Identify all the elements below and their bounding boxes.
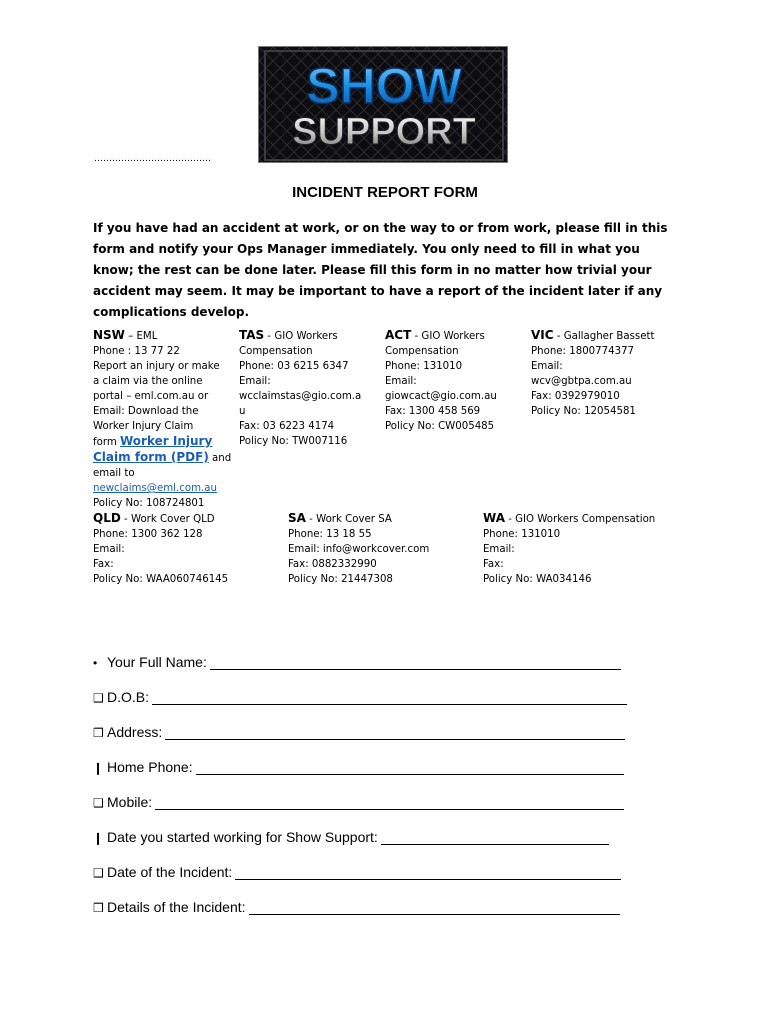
checkbox-icon: ❒ (93, 726, 104, 740)
contact-line: Email: (239, 376, 271, 387)
contact-line: Phone: 131010 (483, 529, 561, 540)
start-date-field[interactable] (93, 829, 609, 845)
checkbox-icon: ❑ (93, 866, 104, 880)
provider-name: - GIO Workers (264, 331, 338, 342)
page-title: INCIDENT REPORT FORM (292, 184, 478, 201)
full-name-field[interactable] (93, 654, 621, 670)
checkbox-icon: ❑ (93, 796, 104, 810)
logo-line1: SHOW (306, 58, 462, 114)
contact-line: Policy No: CW005485 (385, 421, 495, 432)
state-name: SA (288, 511, 306, 525)
contact-line: a claim via the online (93, 376, 203, 387)
field-label: Mobile: (107, 794, 153, 810)
field-label: Home Phone: (107, 759, 193, 775)
contact-act (385, 328, 525, 434)
state-name: TAS (239, 328, 265, 342)
incident-details-line[interactable] (249, 902, 620, 915)
contact-line: Fax: (93, 559, 114, 570)
contact-line: u (239, 406, 246, 417)
worker-injury-link[interactable]: Worker Injury (120, 434, 213, 448)
incident-date-field[interactable] (93, 864, 621, 880)
policy-number: Policy No: 108724801 (93, 498, 205, 509)
full-name-line[interactable] (210, 657, 621, 670)
contact-nsw (93, 328, 233, 511)
contact-line: Fax: (483, 559, 504, 570)
contact-line: wcv@gbtpa.com.au (531, 376, 632, 387)
mobile-line[interactable] (155, 797, 624, 810)
contact-wa (483, 511, 683, 587)
bullet-icon: • (93, 656, 98, 670)
state-name: VIC (531, 328, 554, 342)
contact-line: Email: (483, 544, 515, 555)
contact-qld (93, 511, 283, 587)
provider-name: - Work Cover QLD (120, 514, 215, 525)
contact-line: Report an injury or make (93, 361, 220, 372)
contact-line: Policy No: WAA060746145 (93, 574, 229, 585)
dotted-line: ………………………………… (94, 154, 211, 164)
contact-line: Fax: 1300 458 569 (385, 406, 481, 417)
contact-line: Policy No: 21447308 (288, 574, 393, 585)
provider-name: - Work Cover SA (305, 514, 392, 525)
contact-line: Fax: 0882332990 (288, 559, 377, 570)
contact-line: portal – eml.com.au or (93, 391, 209, 402)
start-date-line[interactable] (381, 832, 609, 845)
home-phone-field[interactable] (93, 759, 624, 775)
mobile-field[interactable] (93, 794, 624, 810)
bar-icon: ❙ (93, 761, 104, 775)
state-name: QLD (93, 511, 121, 525)
field-label: Your Full Name: (107, 654, 207, 670)
contact-line: Phone: 1300 362 128 (93, 529, 203, 540)
contact-line: Policy No: WA034146 (483, 574, 592, 585)
contact-line: Phone : 13 77 22 (93, 346, 180, 357)
field-label: Details of the Incident: (107, 899, 246, 915)
state-name: WA (483, 511, 505, 525)
contact-line: wcclaimstas@gio.com.a (239, 391, 362, 402)
contact-line: Phone: 131010 (385, 361, 463, 372)
provider-name: - GIO Workers Compensation (504, 514, 656, 525)
contact-sa (288, 511, 478, 587)
contact-line: Compensation (385, 346, 459, 357)
contact-line: Phone: 1800774377 (531, 346, 635, 357)
logo-line2: SUPPORT (292, 111, 476, 153)
contact-line: Email: info@workcover.com (288, 544, 430, 555)
state-name: NSW (93, 328, 125, 342)
address-field[interactable] (93, 724, 625, 740)
contact-line: Email: (93, 544, 125, 555)
contact-line: Fax: 03 6223 4174 (239, 421, 335, 432)
contact-line: Email: (385, 376, 417, 387)
contact-line: Policy No: TW007116 (239, 436, 348, 447)
incident-date-line[interactable] (235, 867, 621, 880)
address-line[interactable] (165, 727, 625, 740)
contact-line: Email: Download the (93, 406, 199, 417)
provider-name: - GIO Workers (411, 331, 485, 342)
checkbox-icon: ❒ (93, 901, 104, 915)
incident-details-field[interactable] (93, 899, 620, 915)
contact-line: Phone: 13 18 55 (288, 529, 372, 540)
home-phone-line[interactable] (196, 762, 624, 775)
contact-line: Policy No: 12054581 (531, 406, 636, 417)
field-label: D.O.B: (107, 689, 150, 705)
field-label: Date of the Incident: (107, 864, 233, 880)
dob-field[interactable] (93, 689, 627, 705)
contact-line: Compensation (239, 346, 313, 357)
nsw-email-link[interactable]: newclaims@eml.com.au (93, 483, 217, 494)
show-support-logo (258, 46, 508, 163)
contact-line: form (93, 437, 120, 448)
dob-line[interactable] (152, 692, 627, 705)
contact-line: Email: (531, 361, 563, 372)
contact-vic (531, 328, 681, 419)
bar-icon: ❙ (93, 831, 104, 845)
contact-line: giowcact@gio.com.au (385, 391, 497, 402)
provider-name: - Gallagher Bassett (553, 331, 655, 342)
checkbox-icon: ❑ (93, 691, 104, 705)
contact-line: Phone: 03 6215 6347 (239, 361, 349, 372)
contact-tas (239, 328, 379, 449)
field-label: Date you started working for Show Support: (107, 829, 378, 845)
contact-line: and (208, 453, 232, 464)
state-name: ACT (385, 328, 412, 342)
claim-form-pdf-link[interactable]: Claim form (PDF) (93, 450, 209, 464)
contact-line: email to (93, 468, 135, 479)
intro-paragraph: If you have had an accident at work, or on the way to or from work, please fill in this form and notify your Ops Manager immediately. You only need to fill in what you know; the rest can be done later. Please fill this form in no matter how trivial your accident may seem. It may be important to have a report of the incident later if any complications develop. (93, 221, 668, 319)
contact-line: Fax: 0392979010 (531, 391, 620, 402)
contact-line: Worker Injury Claim (93, 421, 194, 432)
provider-name: – EML (124, 331, 158, 342)
field-label: Address: (107, 724, 163, 740)
